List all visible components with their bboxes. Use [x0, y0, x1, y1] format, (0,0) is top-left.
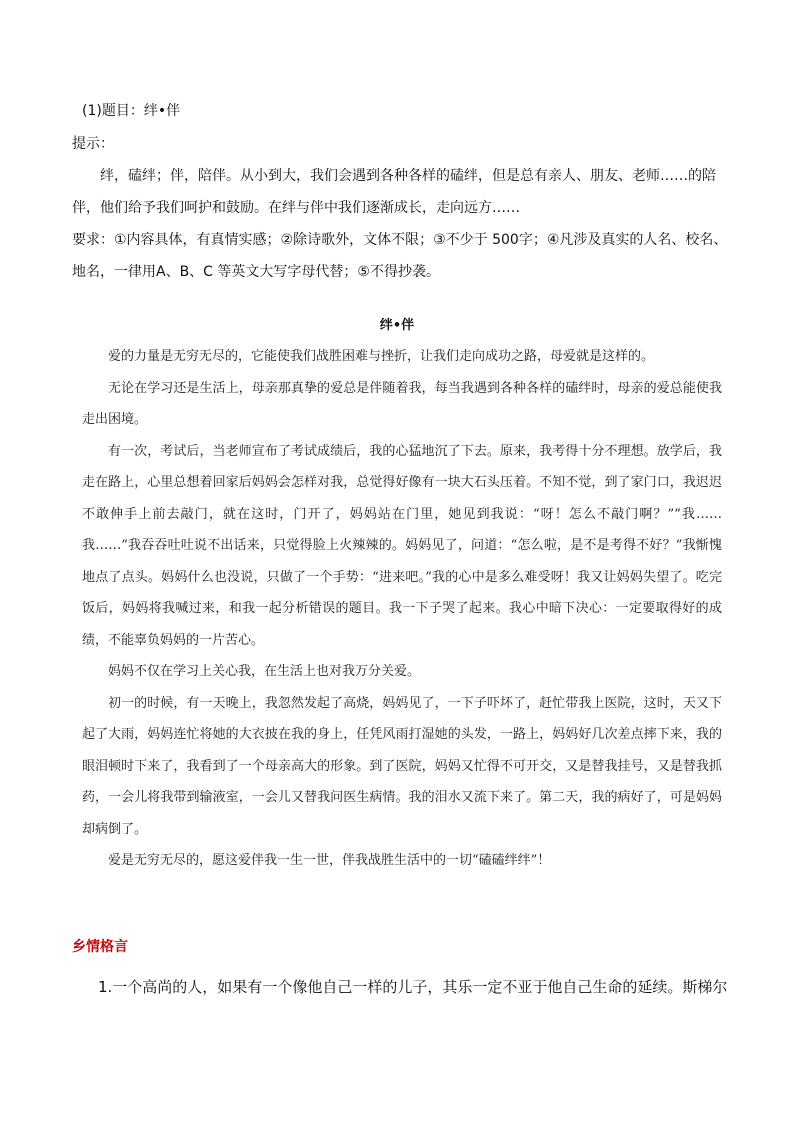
- essay-body: [82, 341, 722, 877]
- requirements-line-1: 要求：①内容具体，有真情实感；②除诗歌外，文体不限；③不少于 500字；④凡涉及真实的人名、校名、: [72, 232, 728, 248]
- prompt-title: (1)题目：绊•伴: [82, 103, 181, 119]
- essay-paragraph: 无论在学习还是生活上，母亲那真挚的爱总是伴随着我，每当我遇到各种各样的磕绊时，母亲的爱总能使我走出困境。: [82, 380, 722, 427]
- essay-paragraph: 有一次，考试后，当老师宣布了考试成绩后，我的心猛地沉了下去。原来，我考得十分不理想。放学后，我走在路上，心里总想着回家后妈妈会怎样对我，总觉得好像有一块大石头压着。不知不觉，到了家门口，我迟迟不敢伸手上前去敲门，就在这时，门开了，妈妈站在门里，她见到我说：“呀！怎么不敲门啊？”“我……我……”我吞吞吐吐说不出话来，只觉得脸上火辣辣的。妈妈见了，问道：“怎么啦，是不是考得不好？”我惭愧地点了点头。妈妈什么也没说，只做了一个手势：“进来吧。”我的心中是多么难受呀！我又让妈妈失望了。吃完饭后，妈妈将我喊过来，和我一起分析错误的题目。我一下子哭了起来。我心中暗下决心：一定要取得好的成绩，不能辜负妈妈的一片苦心。: [82, 443, 722, 648]
- quote-item: 1.一个高尚的人，如果有一个像他自己一样的儿子，其乐一定不亚于他自己生命的延续。斯梯尔: [98, 978, 728, 996]
- hint-label: 提示：: [72, 136, 114, 152]
- section-heading: 乡情格言: [72, 939, 128, 955]
- essay-paragraph: 爱是无穷无尽的，愿这爱伴我一生一世，伴我战胜生活中的一切“磕磕绊绊”！: [108, 853, 551, 868]
- essay-title: 绊•伴: [379, 318, 415, 333]
- essay-paragraph: 初一的时候，有一天晚上，我忽然发起了高烧，妈妈见了，一下子吓坏了，赶忙带我上医院，这时，天又下起了大雨，妈妈连忙将她的大衣披在我的身上，任凭风雨打湿她的头发，一路上，妈妈好几次差点摔下来，我的眼泪顿时下来了，我看到了一个母亲高大的形象。到了医院，妈妈又忙得不可开交，又是替我挂号，又是替我抓药，一会儿将我带到输液室，一会儿又替我问医生病情。我的泪水又流下来了。第二天，我的病好了，可是妈妈却病倒了。: [82, 695, 722, 837]
- hint-text-line-1: 绊，磕绊；伴，陪伴。从小到大，我们会遇到各种各样的磕绊，但是总有亲人、朋友、老师……的陪: [100, 168, 716, 184]
- essay-paragraph: 妈妈不仅在学习上关心我，在生活上也对我万分关爱。: [108, 664, 421, 679]
- hint-text-line-2: 伴，他们给予我们呵护和鼓励。在绊与伴中我们逐渐成长，走向远方……: [72, 200, 520, 216]
- requirements-line-2: 地名，一律用A、B、C 等英文大写字母代替；⑤不得抄袭。: [72, 264, 440, 280]
- essay-paragraph: 爱的力量是无穷无尽的，它能使我们战胜困难与挫折，让我们走向成功之路，母爱就是这样的。: [108, 349, 655, 364]
